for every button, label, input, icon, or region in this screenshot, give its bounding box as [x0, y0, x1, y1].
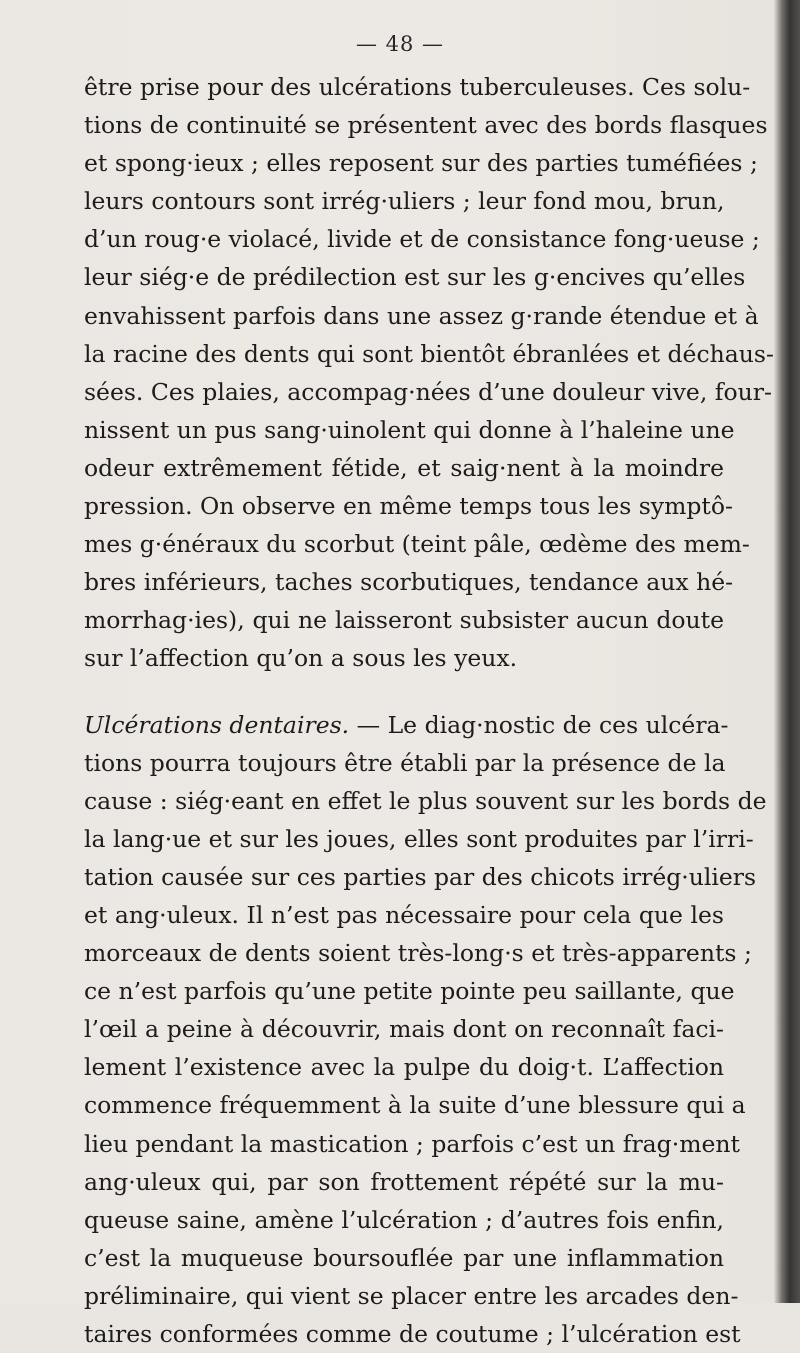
text-line: d’un roug·e violacé, livide et de consistance fong·ueuse ;	[84, 220, 724, 258]
text-line: et ang·uleux. Il n’est pas nécessaire pour cela que les	[84, 896, 724, 934]
text-line: préliminaire, qui vient se placer entre les arcades den-	[84, 1277, 724, 1315]
text-line: commence fréquemment à la suite d’une blessure qui a	[84, 1086, 724, 1124]
text-line: nissent un pus sang·uinolent qui donne à l’haleine une	[84, 411, 724, 449]
text-line: queuse saine, amène l’ulcération ; d’autres fois enfin,	[84, 1201, 724, 1239]
text-line: lieu pendant la mastication ; parfois c’est un frag·ment	[84, 1125, 724, 1163]
paragraph-gap	[84, 678, 724, 706]
page-number: — 48 —	[0, 32, 800, 56]
text-line: morceaux de dents soient très-long·s et très-apparents ;	[84, 934, 724, 972]
text-line: bres inférieurs, taches scorbutiques, tendance aux hé-	[84, 563, 724, 601]
text-line: leurs contours sont irrég·uliers ; leur fond mou, brun,	[84, 182, 724, 220]
text-line: pression. On observe en même temps tous les symptô-	[84, 487, 724, 525]
text-line: ce n’est parfois qu’une petite pointe peu saillante, que	[84, 972, 724, 1010]
text-line: l’œil a peine à découvrir, mais dont on reconnaît faci-	[84, 1010, 724, 1048]
text-line: tions de continuité se présentent avec des bords flasques	[84, 106, 724, 144]
text-line: cause : siég·eant en effet le plus souvent sur les bords de	[84, 782, 724, 820]
text-line: la lang·ue et sur les joues, elles sont produites par l’irri-	[84, 820, 724, 858]
section-heading: Ulcérations dentaires.	[84, 711, 349, 739]
text-line: lement l’existence avec la pulpe du doig·t. L’affection	[84, 1048, 724, 1086]
paragraph-dental-ulcerations	[84, 706, 724, 1353]
text-line: être prise pour des ulcérations tuberculeuses. Ces solu-	[84, 68, 724, 106]
text-line: sées. Ces plaies, accompag·nées d’une douleur vive, four-	[84, 373, 724, 411]
text-line: sur l’affection qu’on a sous les yeux.	[84, 639, 724, 677]
paragraph-scorbutic-ulcers	[84, 68, 724, 678]
text-line: mes g·énéraux du scorbut (teint pâle, œdème des mem-	[84, 525, 724, 563]
text-line: tation causée sur ces parties par des chicots irrég·uliers	[84, 858, 724, 896]
text-line: taires conformées comme de coutume ; l’ulcération est	[84, 1315, 724, 1353]
text-block	[84, 68, 724, 1353]
text-line: c’est la muqueuse boursouflée par une inflammation	[84, 1239, 724, 1277]
text-line: leur siég·e de prédilection est sur les g·encives qu’elles	[84, 258, 724, 296]
text-line-rest: — Le diag·nostic de ces ulcéra-	[349, 711, 728, 739]
text-line: tions pourra toujours être établi par la présence de la	[84, 744, 724, 782]
book-edge-shadow	[774, 0, 800, 1303]
text-line: morrhag·ies), qui ne laisseront subsister aucun doute	[84, 601, 724, 639]
text-line: envahissent parfois dans une assez g·rande étendue et à	[84, 297, 724, 335]
text-line: ang·uleux qui, par son frottement répété sur la mu-	[84, 1163, 724, 1201]
text-line: et spong·ieux ; elles reposent sur des parties tuméfiées ;	[84, 144, 724, 182]
text-line: odeur extrêmement fétide, et saig·nent à la moindre	[84, 449, 724, 487]
text-line: la racine des dents qui sont bientôt ébranlées et déchaus-	[84, 335, 724, 373]
text-line	[84, 706, 724, 744]
